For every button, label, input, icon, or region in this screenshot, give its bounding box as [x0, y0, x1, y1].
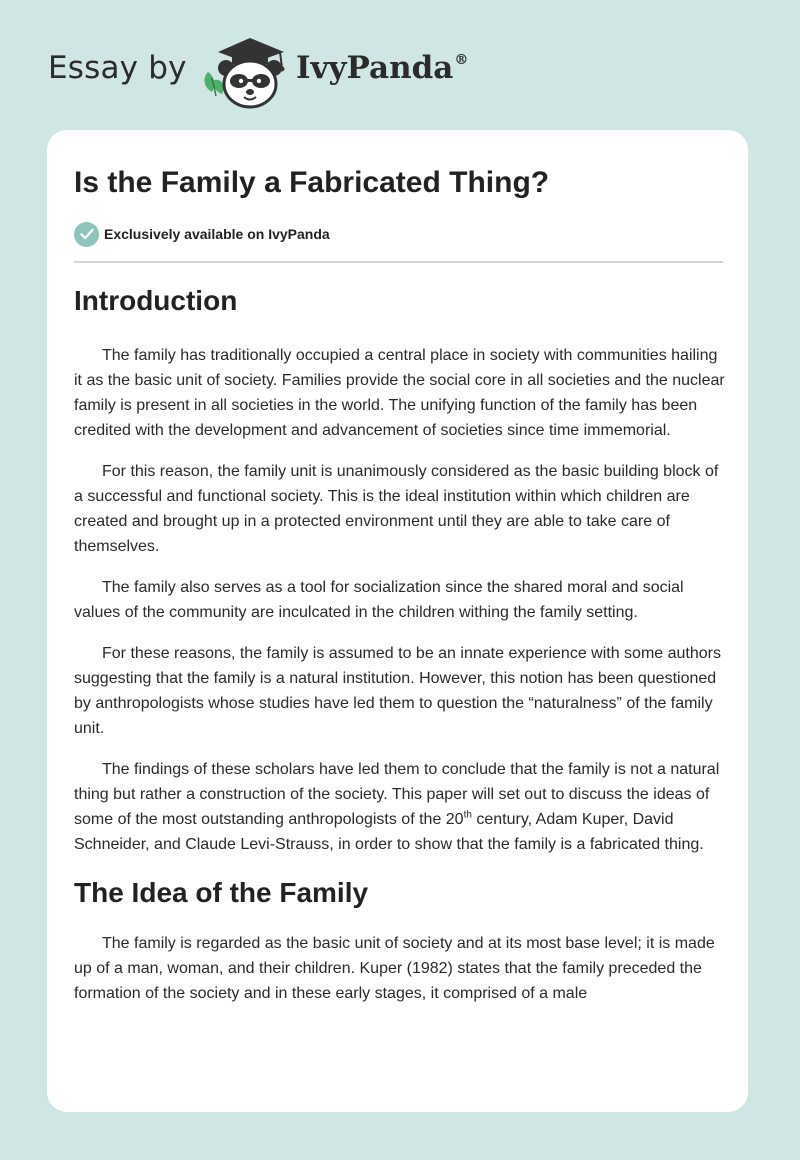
paragraph: The family has traditionally occupied a central place in society with communities hailing it as the basic unit of society. Families provide the social core in all societies and the nuclear family is present in all societies in the world. The unifying function of the family has been credited with the development and advancement of societies since time immemorial.: [74, 347, 725, 439]
exclusive-badge: [74, 221, 330, 247]
article-body: [74, 281, 726, 1022]
page-title: Is the Family a Fabricated Thing?: [74, 166, 550, 199]
essay-card: [47, 130, 748, 1112]
panda-graduate-logo-icon: [200, 34, 292, 112]
site-header: [48, 30, 508, 110]
paragraph: For these reasons, the family is assumed to be an innate experience with some authors suggesting that the family is a natural institution. However, this notion has been questioned by anthropologists whose studies have led them to question the “naturalness” of the family unit.: [74, 645, 721, 737]
exclusive-badge-label: Exclusively available on IvyPanda: [104, 226, 330, 242]
title-divider: [74, 261, 723, 263]
essay-by-label: Essay by: [48, 50, 187, 86]
section-heading-idea-of-family: The Idea of the Family: [74, 877, 369, 908]
paragraph: The family is regarded as the basic unit of society and at its most base level; it is made up of a man, woman, and their children. Kuper (1982) states that the family preceded the formation of the society and in these early stages, it comprised of a male: [74, 935, 715, 1002]
check-circle-icon: [74, 222, 99, 247]
paragraph: For this reason, the family unit is unanimously considered as the basic building block of a successful and functional society. This is the ideal institution within which children are created and brought up in a protected environment until they are able to take care of themselves.: [74, 463, 719, 555]
paragraph: The findings of these scholars have led them to conclude that the family is not a natural thing but rather a construction of the society. This paper will set out to discuss the ideas of some of the most outstanding anthropologists of the 20th century, Adam Kuper, David Schneider, and Claude Levi-Strauss, in order to show that the family is a fabricated thing.: [74, 761, 720, 853]
registered-mark: ®: [454, 52, 469, 68]
section-heading-introduction: Introduction: [74, 285, 238, 316]
paragraph: The family also serves as a tool for socialization since the shared moral and social values of the community are inculcated in the children withing the family setting.: [74, 579, 684, 621]
brand-name: IvyPanda®: [296, 50, 469, 86]
